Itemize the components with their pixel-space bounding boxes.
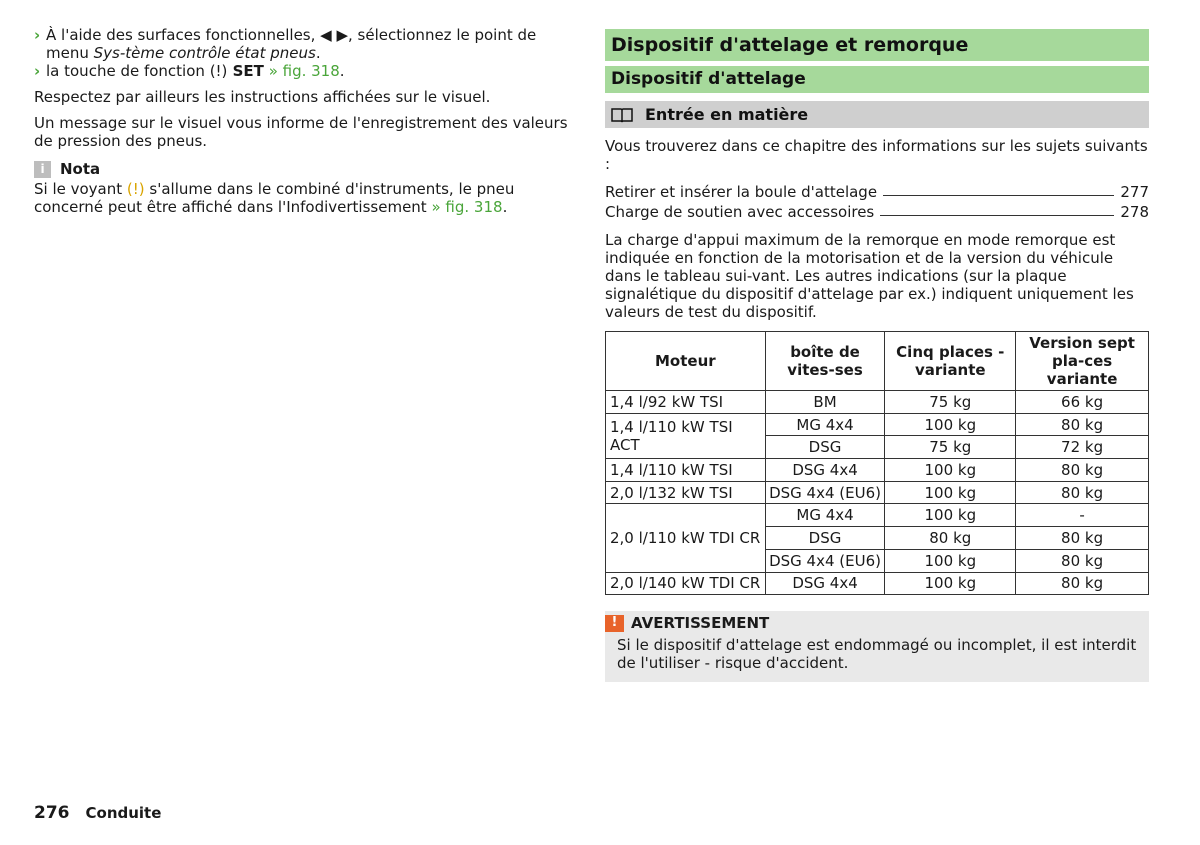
table-cell: 75 kg (885, 436, 1016, 459)
table-cell: DSG 4x4 (EU6) (765, 549, 885, 572)
table-header: boîte de vites-ses (765, 332, 885, 391)
table-cell: 72 kg (1016, 436, 1149, 459)
table-cell: 80 kg (1016, 413, 1149, 436)
tyre-pressure-warning-icon: (!) (126, 180, 145, 198)
chapter-name: Conduite (85, 804, 162, 822)
note-text (34, 180, 572, 216)
paragraph: Un message sur le visuel vous informe de l'enregistrement des valeurs de pression des pneus. (34, 114, 568, 150)
table-row (606, 391, 1149, 414)
table-row (606, 504, 1149, 527)
topic-page: 278 (1120, 203, 1149, 221)
table-cell: 80 kg (1016, 549, 1149, 572)
table-cell: 2,0 l/132 kW TSI (606, 481, 766, 504)
table-cell: 1,4 l/92 kW TSI (606, 391, 766, 414)
chapter-heading: Dispositif d'attelage et remorque (605, 29, 1149, 61)
note-heading (34, 160, 572, 178)
topic-list (605, 181, 1149, 221)
leader-line (883, 195, 1114, 196)
table-cell: 80 kg (1016, 459, 1149, 482)
table-cell: DSG (765, 436, 885, 459)
leader-line (880, 215, 1114, 216)
table-row (606, 459, 1149, 482)
topic-page: 277 (1120, 183, 1149, 201)
instruction-step (34, 26, 572, 62)
table-header-row (606, 332, 1149, 391)
note-text-part: s'allume dans le combiné d'instruments, le pneu concerné peut être affiché dans l'Infodivertissement (34, 180, 515, 216)
page-footer (34, 804, 161, 822)
warning-box (605, 611, 1149, 682)
warning-text: Si le dispositif d'attelage est endommagé ou incomplet, il est interdit de l'utiliser - risque d'accident. (617, 636, 1137, 673)
towing-load-table (605, 331, 1149, 595)
table-cell: DSG (765, 527, 885, 550)
table-cell: 80 kg (1016, 481, 1149, 504)
info-icon: i (34, 161, 51, 178)
step-text-end: . (315, 44, 321, 62)
warning-heading (605, 614, 1139, 632)
topic-entry[interactable] (605, 181, 1149, 201)
page-number: 276 (34, 803, 70, 823)
step-arrow-icon: › (34, 26, 41, 44)
table-cell: 2,0 l/140 kW TDI CR (606, 572, 766, 595)
step-text-part: la touche de fonction (46, 62, 210, 80)
table-row (606, 481, 1149, 504)
menu-item-name: Sys-tème contrôle état pneus (93, 44, 316, 62)
paragraph: Respectez par ailleurs les instructions affichées sur le visuel. (34, 88, 491, 106)
table-cell: 1,4 l/110 kW TSI (606, 459, 766, 482)
topic-label: Retirer et insérer la boule d'attelage (605, 183, 878, 201)
table-cell: 1,4 l/110 kW TSI ACT (606, 413, 766, 458)
table-cell: MG 4x4 (765, 413, 885, 436)
warning-title: AVERTISSEMENT (631, 614, 770, 633)
table-cell: 100 kg (885, 481, 1016, 504)
note-text-part: Si le voyant (34, 180, 127, 198)
subsection-heading (605, 101, 1149, 128)
table-header: Moteur (606, 332, 766, 391)
warning-icon: ! (605, 615, 624, 632)
step-text (46, 26, 572, 62)
step-text (46, 62, 345, 80)
topic-label: Charge de soutien avec accessoires (605, 203, 875, 221)
note-title: Nota (60, 160, 101, 178)
body-text: La charge d'appui maximum de la remorque en mode remorque est indiquée en fonction de la motorisation et de la version du véhicule dans le tableau sui-vant. Les autres indications (sur la plaque signalétique du dispositif d'attelage par ex.) indiquent uniquement les valeurs de test du dispositif. (605, 231, 1134, 321)
table-cell: 66 kg (1016, 391, 1149, 414)
table-cell: 100 kg (885, 413, 1016, 436)
table-cell: 100 kg (885, 459, 1016, 482)
table-cell: MG 4x4 (765, 504, 885, 527)
table-cell: BM (765, 391, 885, 414)
figure-reference-link[interactable]: » fig. 318 (426, 198, 503, 216)
intro-text: Vous trouverez dans ce chapitre des informations sur les sujets suivants : (605, 137, 1148, 173)
table-cell: 100 kg (885, 504, 1016, 527)
section-heading: Dispositif d'attelage (605, 66, 1149, 93)
table-cell: 80 kg (1016, 527, 1149, 550)
table-cell: DSG 4x4 (765, 572, 885, 595)
table-header: Version sept pla-ces variante (1016, 332, 1149, 391)
table-cell: - (1016, 504, 1149, 527)
table-cell: 100 kg (885, 549, 1016, 572)
instruction-step (34, 62, 572, 80)
set-key-label: SET (227, 62, 264, 80)
left-column (34, 26, 572, 216)
table-cell: DSG 4x4 (EU6) (765, 481, 885, 504)
step-text-end: . (339, 62, 345, 80)
table-cell: DSG 4x4 (765, 459, 885, 482)
right-column (605, 29, 1149, 682)
figure-reference-link[interactable]: » fig. 318 (263, 62, 340, 80)
table-header: Cinq places - variante (885, 332, 1016, 391)
table-cell: 2,0 l/110 kW TDI CR (606, 504, 766, 572)
step-text-part: À l'aide des surfaces fonctionnelles, ◀ ▶, sélectionnez le point de menu (46, 26, 537, 62)
note-text-end: . (502, 198, 508, 216)
subsection-title: Entrée en matière (645, 105, 809, 124)
table-cell: 80 kg (885, 527, 1016, 550)
tyre-pressure-icon: (!) (209, 62, 228, 80)
book-icon (611, 107, 633, 123)
table-cell: 100 kg (885, 572, 1016, 595)
table-cell: 80 kg (1016, 572, 1149, 595)
table-cell: 75 kg (885, 391, 1016, 414)
topic-entry[interactable] (605, 201, 1149, 221)
table-row (606, 572, 1149, 595)
step-arrow-icon: › (34, 62, 41, 80)
table-row (606, 413, 1149, 436)
